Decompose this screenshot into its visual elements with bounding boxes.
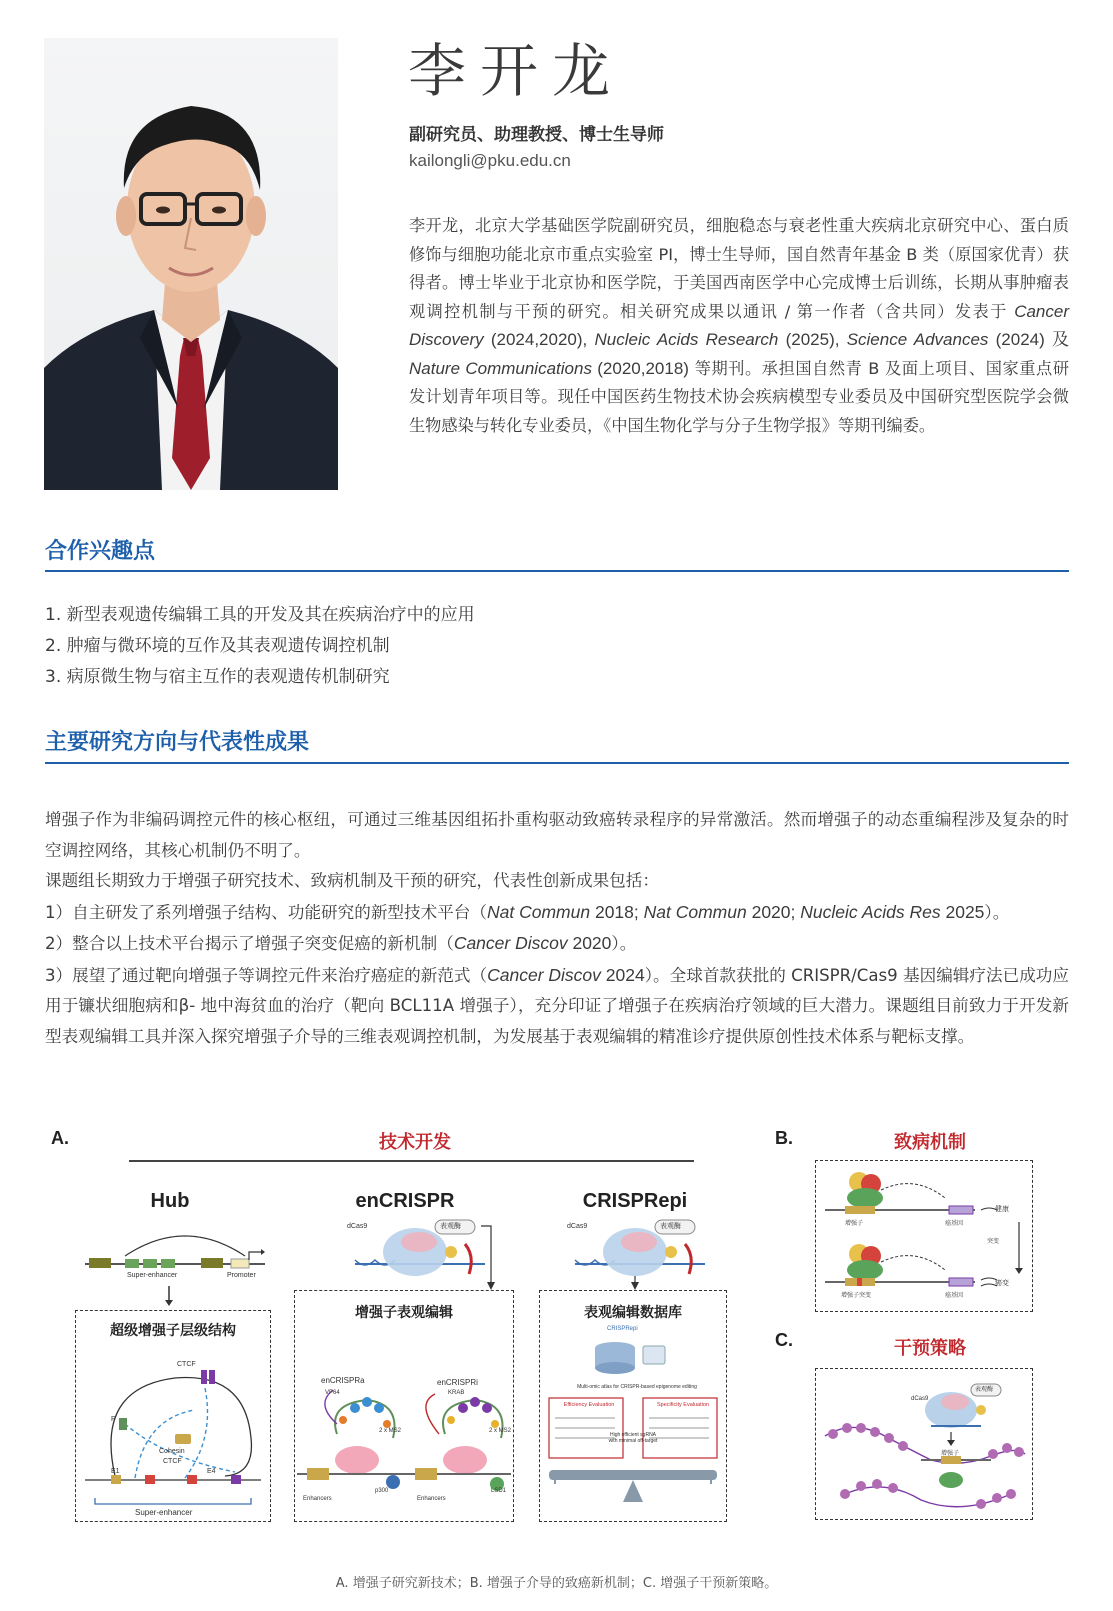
interests-list (45, 600, 475, 693)
label-specificity: Specificity Evaluation (657, 1402, 709, 1408)
profile-photo (44, 38, 338, 490)
figure-caption: A. 增强子研究新技术；B. 增强子介导的致癌新机制；C. 增强子干预新策略。 (335, 1576, 778, 1591)
label-epi-enzyme-c: 表观酶 (975, 1386, 994, 1393)
label-ctcf: CTCF (177, 1361, 196, 1368)
research-paragraph: 增强子作为非编码调控元件的核心枢纽，可通过三维基因组拓扑重构驱动致癌转录程序的异常激活。然而增强子的动态重编程涉及复杂的时空调控网络，其核心机制仍不明了。 (45, 810, 1069, 860)
research-paragraph: 课题组长期致力于增强子研究技术、致病机制及干预的研究，代表性创新成果包括： (45, 871, 659, 890)
research-body (45, 805, 1069, 1052)
label-p: P (111, 1416, 116, 1423)
label-dcas9: dCas9 (347, 1223, 368, 1230)
research-paragraph: 3）展望了通过靶向增强子等调控元件来治疗癌症的新范式（Cancer Discov 2024）。全球首款获批的 CRISPR/Cas9 基因编辑疗法已成功应用于镰状细胞病和β- 地中海贫血的治疗（靶向 BCL11A 增强子），充分印证了增强子在疾病治疗领域的巨大潜力。课题组目前致力于开发新型表观编辑工具并深入探究增强子介导的三维表观调控机制，为发展基于表观编辑的精准诊疗提供原创性技术体系与靶标支撑。 (45, 964, 1069, 1046)
label-oncogene: 癌基因 (945, 1220, 964, 1227)
down-arrow-icon (163, 1286, 175, 1306)
label-encrispra: enCRISPRa (321, 1376, 365, 1385)
label-cohesin: Cohesin (159, 1448, 185, 1455)
label-efficiency: Efficiency Evaluation (563, 1402, 615, 1408)
label-tradeoff: High efficient sgRNA with minimal off-target (608, 1432, 658, 1444)
label-ms2-b: 2 x MS2 (489, 1428, 512, 1434)
list-item: 2. 肿瘤与微环境的互作及其表观遗传调控机制 (45, 636, 390, 656)
label-dcas9-c: dCas9 (911, 1396, 929, 1402)
column-crisprepi: CRISPRepi (582, 1190, 688, 1212)
biography: 李开龙，北京大学基础医学院副研究员，细胞稳态与衰老性重大疾病北京研究中心、蛋白质修饰与细胞功能北京市重点实验室 PI，博士生导师，国自然青年基金 B 类（原国家优青）获得者。博士毕业于北京协和医学院，于美国西南医学中心完成博士后训练，长期从事肿瘤表观调控机制与干预的研究。相关研究成果以通讯 / 第一作者（含共同）发表于 Cancer Discovery (2024,2020), Nucleic Acids Research (2025), Science Advances (2024) 及 Nature Communications (2020,2018) 等期刊。承担国自然青 B 及面上项目、国家重点研发计划青年项目等。现任中国医药生物技术协会疾病模型专业委员及中国研究型医院学会微生物感染与转化专业委员，《中国生物化学与分子生物学报》等期刊编委。 (409, 216, 1070, 435)
research-figure (45, 1128, 1069, 1540)
panel-c-label: C. (775, 1330, 793, 1350)
label-ms2-a: 2 x MS2 (379, 1428, 402, 1434)
hub-loop-diagram (85, 1348, 261, 1518)
label-mutation: 突变 (987, 1238, 1000, 1245)
panel-a-label: A. (51, 1128, 69, 1148)
hub-box-title: 超级增强子层级结构 (110, 1323, 236, 1339)
label-crisprepi-db: CRISPRepi (607, 1326, 638, 1332)
research-paragraph: 2）整合以上技术平台揭示了增强子突变促癌的新机制（Cancer Discov 2020）。 (45, 933, 637, 953)
label-enhancers-b: Enhancers (417, 1496, 446, 1502)
column-hub: Hub (150, 1190, 190, 1212)
encrispr-schematic (345, 1216, 495, 1290)
encrispr-diagram (297, 1364, 511, 1504)
label-enhancers-a: Enhancers (303, 1496, 332, 1502)
label-enhancer-b: 增强子 (845, 1220, 864, 1227)
panel-a-heading: 技术开发 (379, 1132, 451, 1153)
label-e1: E1 (111, 1468, 120, 1475)
encrispr-box-title: 增强子表观编辑 (355, 1305, 453, 1321)
label-healthy: 健康 (995, 1205, 1009, 1213)
crisprepi-schematic (565, 1216, 715, 1290)
label-super-enhancer-2: Super-enhancer (135, 1508, 193, 1517)
interests-divider (45, 570, 1069, 572)
label-e4: E4 (207, 1468, 216, 1475)
label-vp64: VP64 (325, 1390, 340, 1396)
label-oncogene-2: 癌基因 (945, 1292, 964, 1299)
label-ctcf-2: CTCF (163, 1458, 182, 1465)
list-item: 1. 新型表观遗传编辑工具的开发及其在疾病治疗中的应用 (45, 605, 475, 625)
panel-a-rule (129, 1160, 694, 1162)
label-epi-enzyme-b: 表观酶 (660, 1222, 681, 1230)
research-paragraph: 1）自主研发了系列增强子结构、功能研究的新型技术平台（Nat Commun 2018; Nat Commun 2020; Nucleic Acids Res 2025）。 (45, 901, 1010, 922)
column-encrispr: enCRISPR (355, 1190, 455, 1212)
label-super-enhancer: Super-enhancer (127, 1272, 178, 1279)
research-heading: 主要研究方向与代表性成果 (45, 730, 310, 755)
list-item: 3. 病原微生物与宿主互作的表观遗传机制研究 (45, 667, 390, 687)
label-dcas9-b: dCas9 (567, 1223, 588, 1230)
label-promoter: Promoter (227, 1272, 256, 1279)
label-cancer: 癌变 (995, 1279, 1009, 1287)
label-lsd1: LSD1 (491, 1488, 507, 1494)
label-enhancer-c: 增强子 (941, 1450, 960, 1457)
email-address[interactable]: kailongli@pku.edu.cn (409, 151, 571, 170)
label-epi-enzyme: 表观酶 (440, 1222, 461, 1230)
panel-c-heading: 干预策略 (894, 1338, 966, 1359)
label-encrispri: enCRISPRi (437, 1378, 478, 1387)
label-krab: KRAB (448, 1390, 465, 1396)
label-p300: p300 (375, 1488, 389, 1494)
person-name: 李开龙 (408, 37, 625, 105)
panel-b-heading: 致病机制 (894, 1132, 966, 1153)
person-role: 副研究员、助理教授、博士生导师 (409, 125, 664, 145)
interests-heading: 合作兴趣点 (45, 539, 156, 564)
research-divider (45, 762, 1069, 764)
label-db-subtitle: Multi-omic atlas for CRISPR-based epigenome editing (577, 1384, 697, 1390)
panel-b-label: B. (775, 1128, 793, 1148)
portrait-illustration (44, 38, 338, 490)
crisprepi-box-title: 表观编辑数据库 (584, 1305, 682, 1321)
crisprepi-database-diagram (545, 1324, 721, 1514)
label-mutant-enhancer: 增强子突变 (841, 1292, 872, 1299)
